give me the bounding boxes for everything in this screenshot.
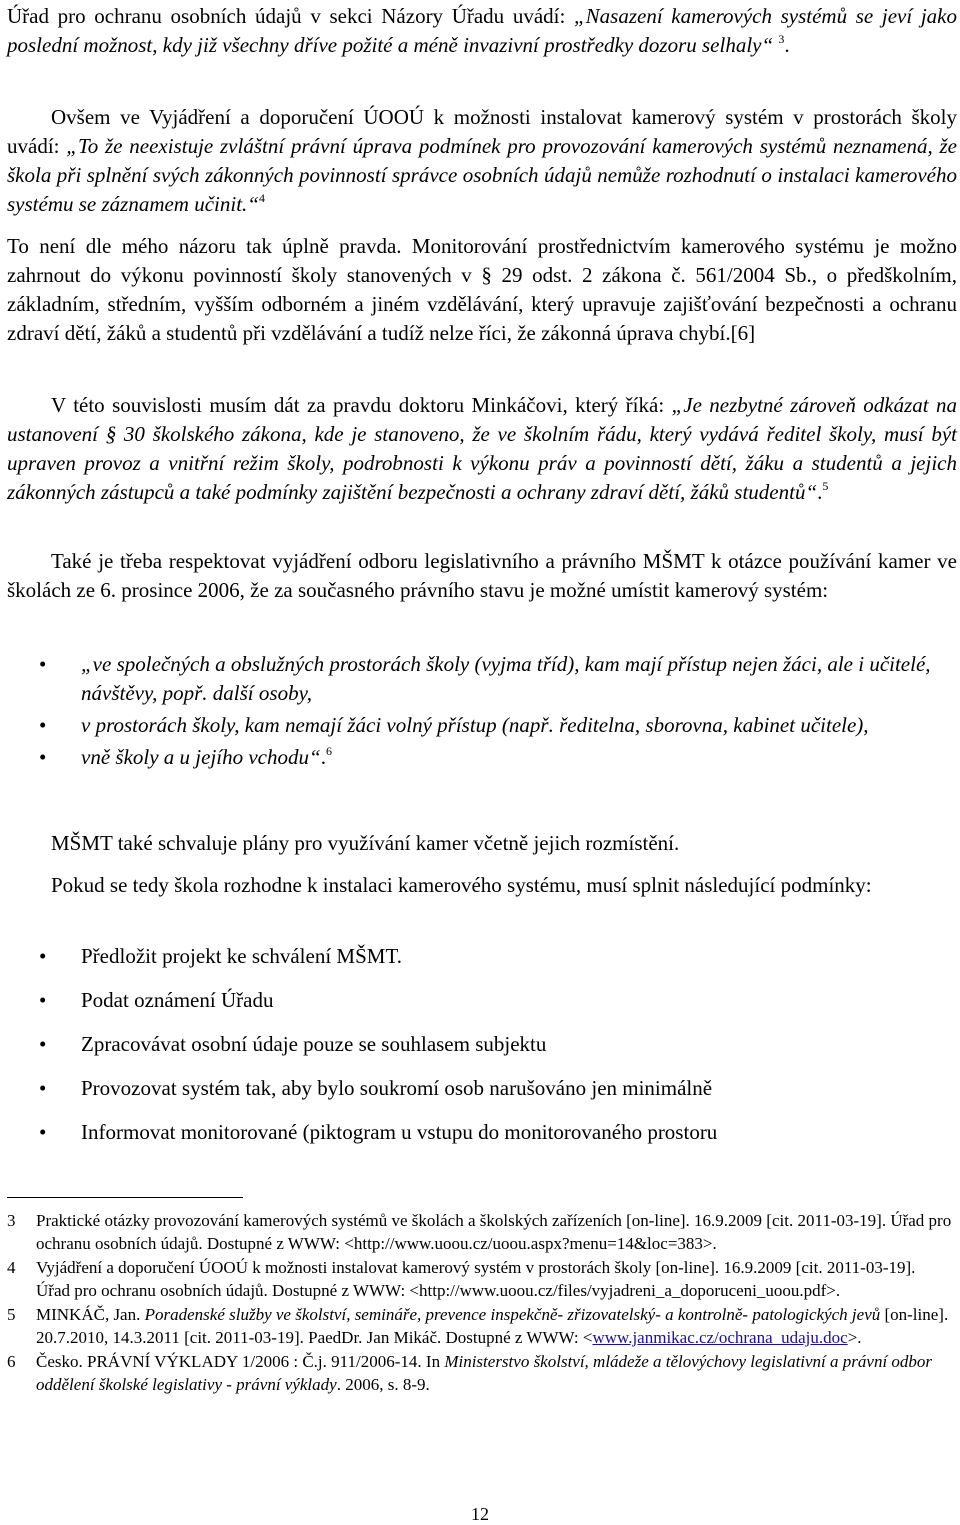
paragraph-6: MŠMT také schvaluje plány pro využívání kamer včetně jejich rozmístění.: [51, 831, 680, 855]
list-item: • Podat oznámení Úřadu: [7, 986, 957, 1015]
list-item: • Zpracovávat osobní údaje pouze se souhlasem subjektu: [7, 1030, 957, 1059]
quote-1: „Nasazení kamerových systémů se jeví jako poslední možnost, kdy již všechny dříve požité a méně invazivní prostředky dozoru selhaly“: [7, 4, 957, 57]
list-item: • Informovat monitorované (piktogram u vstupu do monitorovaného prostoru: [7, 1118, 957, 1147]
bullet-icon: •: [39, 1032, 47, 1056]
list-item: • Provozovat systém tak, aby bylo soukromí osob narušováno jen minimálně: [7, 1074, 957, 1103]
footnote-separator: [7, 1197, 243, 1198]
footnote-ref-5[interactable]: 5: [822, 479, 829, 493]
bullet-icon: •: [39, 745, 47, 769]
footnote-5-link[interactable]: www.janmikac.cz/ochrana_udaju.doc: [592, 1328, 848, 1347]
paragraph-2: Ovšem ve Vyjádření a doporučení ÚOOÚ k možnosti instalovat kamerový systém v prostorách školy uvádí: „To že neexistuje zvláštní právní úprava podmínek pro provozování kamerových systémů neznamená, že škola při splnění svých zákonných povinností správce osobních údajů nemůže rozhodnutí o instalaci kamerového systému se záznamem učinit.“$^4$: [7, 105, 957, 216]
paragraph-5: Také je třeba respektovat vyjádření odboru legislativního a právního MŠMT k otázce používání kamer ve školách ze 6. prosince 2006, že za současného právního stavu je možné umístit kamerový systém:: [7, 549, 957, 602]
list-item: • Předložit projekt ke schválení MŠMT.: [7, 942, 957, 971]
footnotes: [7, 1209, 952, 1397]
bullet-icon: •: [39, 713, 47, 737]
list-item: • v prostorách školy, kam nemají žáci volný přístup (např. ředitelna, sborovna, kabinet učitele),: [7, 711, 957, 740]
footnote-ref-3[interactable]: 3: [778, 32, 785, 46]
footnote-4: 4 Vyjádření a doporučení ÚOOÚ k možnosti instalovat kamerový systém v prostorách školy [on-line]. 16.9.2009 [cit. 2011-03-19]. Úřad pro ochranu osobních údajů. Dostupné z WWW: <http://www.uoou.cz/files/vyjadreni_a_doporuceni_uoou.pdf>.: [7, 1258, 916, 1300]
bullet-icon: •: [39, 1120, 47, 1144]
bullet-icon: •: [39, 652, 47, 676]
bullet-icon: •: [39, 1076, 47, 1100]
footnote-3: 3 Praktické otázky provozování kamerových systémů ve školách a školských zařízeních [on-line]. 16.9.2009 [cit. 2011-03-19]. Úřad pro ochranu osobních údajů. Dostupné z WWW: <http://www.uoou.cz/uoou.aspx?menu=14&loc=383>.: [7, 1211, 952, 1253]
conditions-list: [7, 942, 957, 1147]
paragraph-3: To není dle mého názoru tak úplně pravda. Monitorování prostřednictvím kamerového systému je možno zahrnout do výkonu povinností školy stanovených v § 29 odst. 2 zákona č. 561/2004 Sb., o předškolním, základním, středním, vyšším odborném a jiném vzdělávání, který upravuje zajišťování bezpečnosti a ochranu zdraví dětí, žáků a studentů při vzdělávání a tudíž nelze říci, že zákonná úprava chybí.[6]: [7, 234, 957, 345]
list-item: • „ve společných a obslužných prostorách školy (vyjma tříd), kam mají přístup nejen žáci, ale i učitelé, návštěvy, popř. další osoby,: [39, 652, 931, 705]
paragraph-4: V této souvislosti musím dát za pravdu doktoru Minkáčovi, který říká: „Je nezbytné zároveň odkázat na ustanovení § 30 školského zákona, kde je stanoveno, že ve školním řádu, který vydává ředitel školy, musí být upraven provoz a vnitřní režim školy, podrobnosti k výkonu práv a povinností dětí, žáku a studentů a jejich zákonných zástupců a také podmínky zajištění bezpečnosti a ochrany zdraví dětí, žáků studentů“.$^5$: [7, 393, 958, 504]
list-item: • vně školy a u jejího vchodu“.$^6$: [7, 743, 957, 772]
footnote-6: 6 Česko. PRÁVNÍ VÝKLADY 1/2006 : Č.j. 911/2006-14. In Ministerstvo školství, mládeže a tělovýchovy legislativní a právní odbor oddělení školské legislativy - právní výklady. 2006, s. 8-9.: [7, 1352, 933, 1394]
bullet-icon: •: [39, 988, 47, 1012]
allowed-locations-list: [7, 650, 957, 772]
footnote-5: 5 MINKÁČ, Jan. Poradenské služby ve školství, semináře, prevence inspekčně- zřizovatelský- a kontrolně- patologických jevů [on-line]. 20.7.2010, 14.3.2011 [cit. 2011-03-19]. PaedDr. Jan Mikáč. Dostupné z WWW: <www.janmikac.cz/ochrana_udaju.doc>.: [7, 1305, 949, 1347]
footnote-ref-6[interactable]: 6: [325, 744, 332, 758]
quote-3: „Je nezbytné zároveň odkázat na ustanovení § 30 školského zákona, kde je stanoveno, že ve školním řádu, který vydává ředitel školy, musí být upraven provoz a vnitřní režim školy, podrobnosti k výkonu práv a povinností dětí, žáku a studentů a jejich zákonných zástupců a také podmínky zajištění bezpečnosti a ochrany zdraví dětí, žáků studentů“: [7, 393, 958, 504]
paragraph-7: Pokud se tedy škola rozhodne k instalaci kamerového systému, musí splnit následující podmínky:: [51, 873, 872, 897]
bullet-icon: •: [39, 944, 47, 968]
footnote-ref-4[interactable]: 4: [258, 191, 265, 205]
page-number: 12: [471, 1504, 489, 1524]
quote-2: „To že neexistuje zvláštní právní úprava podmínek pro provozování kamerových systémů neznamená, že škola při splnění svých zákonných povinností správce osobních údajů nemůže rozhodnutí o instalaci kamerového systému se záznamem učinit.“: [7, 134, 957, 216]
paragraph-1: Úřad pro ochranu osobních údajů v sekci Názory Úřadu uvádí: „Nasazení kamerových systémů se jeví jako poslední možnost, kdy již všechny dříve požité a méně invazivní prostředky dozoru selhaly“ $^3$.: [7, 4, 957, 57]
